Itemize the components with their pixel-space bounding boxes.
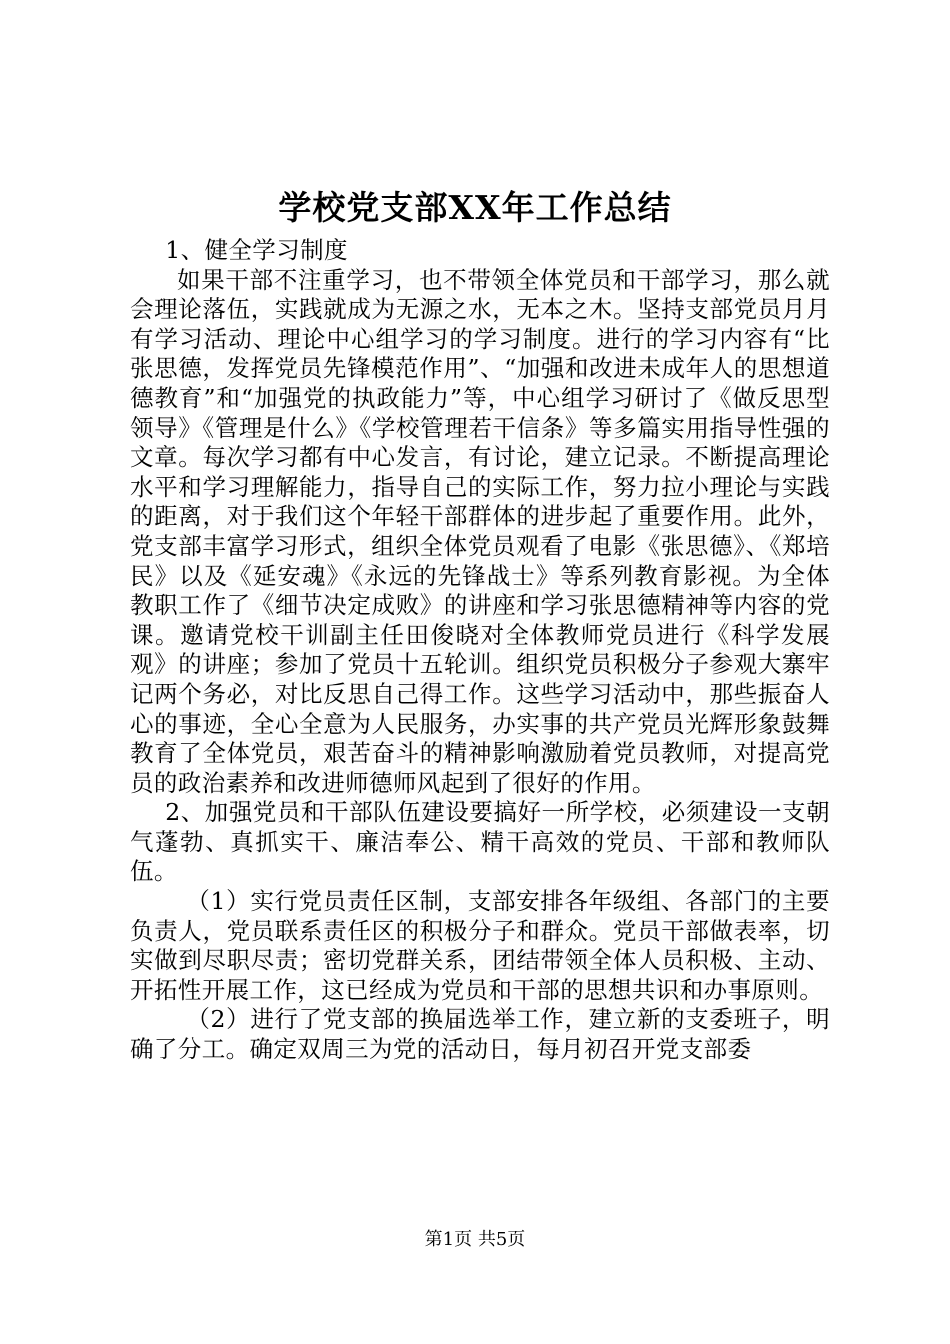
paragraph-election: （2）进行了党支部的换届选举工作，建立新的支委班子，明确了分工。确定双周三为党的活动日，每月初召开党支部委 (130, 1005, 830, 1064)
document-body (130, 236, 830, 1065)
paragraph-responsibility-zone: （1）实行党员责任区制，支部安排各年级组、各部门的主要负责人，党员联系责任区的积极分子和群众。党员干部做表率，切实做到尽职尽责；密切党群关系，团结带领全体人员积极、主动、开拓性开展工作，这已经成为党员和干部的思想共识和办事原则。 (130, 887, 830, 1004)
paragraph-team-building: 2、加强党员和干部队伍建设要搞好一所学校，必须建设一支朝气蓬勃、真抓实干、廉洁奉公、精干高效的党员、干部和教师队伍。 (130, 798, 830, 886)
document-title: 学校党支部XX年工作总结 (278, 188, 672, 227)
page-footer: 第1页 共5页 (424, 1229, 526, 1250)
paragraph-study-details: 如果干部不注重学习，也不带领全体党员和干部学习，那么就会理论落伍，实践就成为无源之水，无本之木。坚持支部党员月月有学习活动、理论中心组学习的学习制度。进行的学习内容有“比张思德，发挥党员先锋模范作用”、“加强和改进未成年人的思想道德教育”和“加强党的执政能力”等，中心组学习研讨了《做反思型领导》《管理是什么》《学校管理若干信条》等多篇实用指导性强的文章。每次学习都有中心发言，有讨论，建立记录。不断提高理论水平和学习理解能力，指导自己的实际工作，努力拉小理论与实践的距离，对于我们这个年轻干部群体的进步起了重要作用。此外，党支部丰富学习形式，组织全体党员观看了电影《张思德》、《郑培民》以及《延安魂》《永远的先锋战士》等系列教育影视。为全体教职工作了《细节决定成败》的讲座和学习张思德精神等内容的党课。邀请党校干训副主任田俊晓对全体教师党员进行《科学发展观》的讲座；参加了党员十五轮训。组织党员积极分子参观大寨牢记两个务必，对比反思自己得工作。这些学习活动中，那些振奋人心的事迹，全心全意为人民服务，办实事的共产党员光辉形象鼓舞教育了全体党员，艰苦奋斗的精神影响激励着党员教师，对提高党员的政治素养和改进师德师风起到了很好的作用。 (130, 265, 830, 797)
section-heading-study-system: 1、健全学习制度 (165, 236, 348, 264)
